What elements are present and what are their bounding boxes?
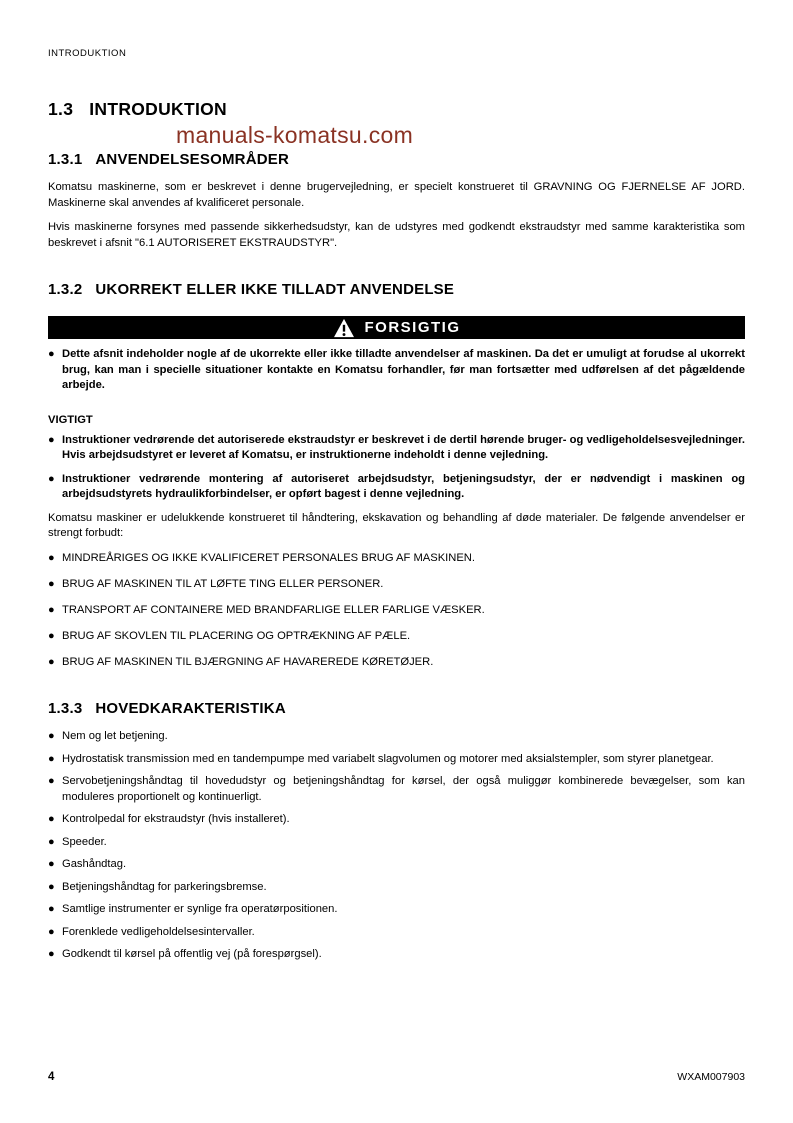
bullet-icon: ● xyxy=(48,629,55,642)
section-133-label: HOVEDKARAKTERISTIKA xyxy=(95,700,286,717)
forbidden-item xyxy=(48,629,745,645)
forbidden-item xyxy=(48,655,745,671)
page-footer xyxy=(48,1071,745,1083)
bullet-icon: ● xyxy=(48,730,55,742)
main-heading-number: 1.3 xyxy=(48,99,74,119)
warning-body-text: Dette afsnit indeholder nogle af de ukorrekte eller ikke tilladte anvendelser af maskinen. Da det er umuligt at forudse al ukorrekt brug, kan man i specielle situationer kontakte en Komatsu forhandler, før man fortsætter med udførelsen af det pågældende arbejde. xyxy=(62,348,745,391)
forbidden-item xyxy=(48,603,745,619)
bullet-icon: ● xyxy=(48,577,55,590)
bullet-icon: ● xyxy=(48,948,55,960)
feature-item-text: Speeder. xyxy=(62,835,107,848)
main-heading xyxy=(48,99,745,120)
page-header: INTRODUKTION xyxy=(48,48,127,59)
paragraph-131-2: Hvis maskinerne forsynes med passende sikkerhedsudstyr, kan de udstyres med godkendt ekstraudstyr med samme karakteristika som beskrevet i afsnit "6.1 AUTORISERET EKSTRAUDSTYR". xyxy=(48,221,745,249)
paragraph-131-1: Komatsu maskinerne, som er beskrevet i denne brugervejledning, er specielt konstrueret til GRAVNING OG FJERNELSE AF JORD. Maskinerne skal anvendes af kvalificeret personale. xyxy=(48,181,745,209)
section-heading-133 xyxy=(48,700,745,717)
section-heading-132 xyxy=(48,281,745,298)
forbidden-item xyxy=(48,551,745,567)
bullet-icon: ● xyxy=(48,348,55,360)
feature-item-text: Hydrostatisk transmission med en tandempumpe med variabelt slagvolumen og motorer med aksialstempler, som styrer planetgear. xyxy=(62,752,714,765)
warning-banner-label: FORSIGTIG xyxy=(364,319,461,336)
bullet-icon: ● xyxy=(48,880,55,893)
section-heading-131 xyxy=(48,151,745,168)
bullet-icon: ● xyxy=(48,472,55,485)
bullet-icon: ● xyxy=(48,655,55,668)
forbidden-item-text: BRUG AF MASKINEN TIL BJÆRGNING AF HAVAREREDE KØRETØJER. xyxy=(62,655,434,668)
feature-item-text: Gashåndtag. xyxy=(62,858,127,870)
feature-item xyxy=(48,774,745,805)
vigtigt-label: VIGTIGT xyxy=(48,413,93,426)
feature-item xyxy=(48,835,745,851)
important-item-text: Instruktioner vedrørende det autoriserede ekstraudstyr er beskrevet i de dertil hørende bruger- og vedligeholdelsesvejledninger. Hvis arbejdsudstyret er leveret af Komatsu, er instruktionerne indeholdt i denne vejledning. xyxy=(62,433,745,461)
section-132-label: UKORREKT ELLER IKKE TILLADT ANVENDELSE xyxy=(95,281,455,298)
important-item xyxy=(48,472,745,503)
bullet-icon: ● xyxy=(48,775,55,787)
forbidden-item-text: TRANSPORT AF CONTAINERE MED BRANDFARLIGE ELLER FARLIGE VÆSKER. xyxy=(62,603,485,616)
watermark-text: manuals-komatsu.com xyxy=(176,122,414,148)
feature-item-text: Betjeningshåndtag for parkeringsbremse. xyxy=(62,880,267,893)
bullet-icon: ● xyxy=(48,835,55,848)
important-item xyxy=(48,433,745,464)
footer-page-number: 4 xyxy=(48,1071,55,1083)
bullet-icon: ● xyxy=(48,903,55,915)
feature-item xyxy=(48,857,745,873)
feature-item xyxy=(48,902,745,918)
warning-body-item xyxy=(48,347,745,394)
bullet-icon: ● xyxy=(48,925,55,938)
feature-item xyxy=(48,925,745,941)
section-131-label: ANVENDELSESOMRÅDER xyxy=(95,151,289,168)
feature-item-text: Samtlige instrumenter er synlige fra operatørpositionen. xyxy=(62,903,338,915)
bullet-icon: ● xyxy=(48,813,55,825)
warning-triangle-icon xyxy=(333,318,355,338)
bullet-icon: ● xyxy=(48,603,55,616)
feature-item xyxy=(48,812,745,828)
bullet-icon: ● xyxy=(48,752,55,765)
main-heading-label: INTRODUKTION xyxy=(89,99,227,119)
feature-item-text: Nem og let betjening. xyxy=(62,730,168,742)
forbidden-item-text: BRUG AF MASKINEN TIL AT LØFTE TING ELLER PERSONER. xyxy=(62,577,384,590)
feature-item-text: Servobetjeningshåndtag til hovedudstyr og betjeningshåndtag for kørsel, der også muliggør kombinerede bevægelser, som kan moduleres proportionelt og kontinuerligt. xyxy=(62,775,745,803)
paragraph-132-1: Komatsu maskiner er udelukkende konstrueret til håndtering, ekskavation og behandling af døde materialer. De følgende anvendelser er strengt forbudt: xyxy=(48,511,745,539)
footer-doc-code: WXAM007903 xyxy=(677,1071,745,1083)
bullet-icon: ● xyxy=(48,433,55,446)
feature-item xyxy=(48,880,745,896)
forbidden-item-text: BRUG AF SKOVLEN TIL PLACERING OG OPTRÆKNING AF PÆLE. xyxy=(62,629,411,642)
feature-item xyxy=(48,729,745,745)
feature-item xyxy=(48,752,745,768)
bullet-icon: ● xyxy=(48,551,55,564)
feature-item-text: Forenklede vedligeholdelsesintervaller. xyxy=(62,925,255,938)
forbidden-item xyxy=(48,577,745,593)
section-133-number: 1.3.3 xyxy=(48,700,83,717)
feature-item-text: Kontrolpedal for ekstraudstyr (hvis installeret). xyxy=(62,813,290,825)
warning-banner xyxy=(48,316,745,339)
important-item-text: Instruktioner vedrørende montering af autoriseret arbejdsudstyr, betjeningsudstyr, der er nødvendigt i maskinen og arbejdsudstyrets hydraulikforbindelser, er opført bagest i denne vejledning. xyxy=(62,472,745,500)
bullet-icon: ● xyxy=(48,858,55,870)
feature-item xyxy=(48,947,745,963)
forbidden-item-text: MINDREÅRIGES OG IKKE KVALIFICERET PERSONALES BRUG AF MASKINEN. xyxy=(62,551,475,564)
section-132-number: 1.3.2 xyxy=(48,281,83,298)
feature-item-text: Godkendt til kørsel på offentlig vej (på forespørgsel). xyxy=(62,948,322,960)
section-131-number: 1.3.1 xyxy=(48,151,83,168)
